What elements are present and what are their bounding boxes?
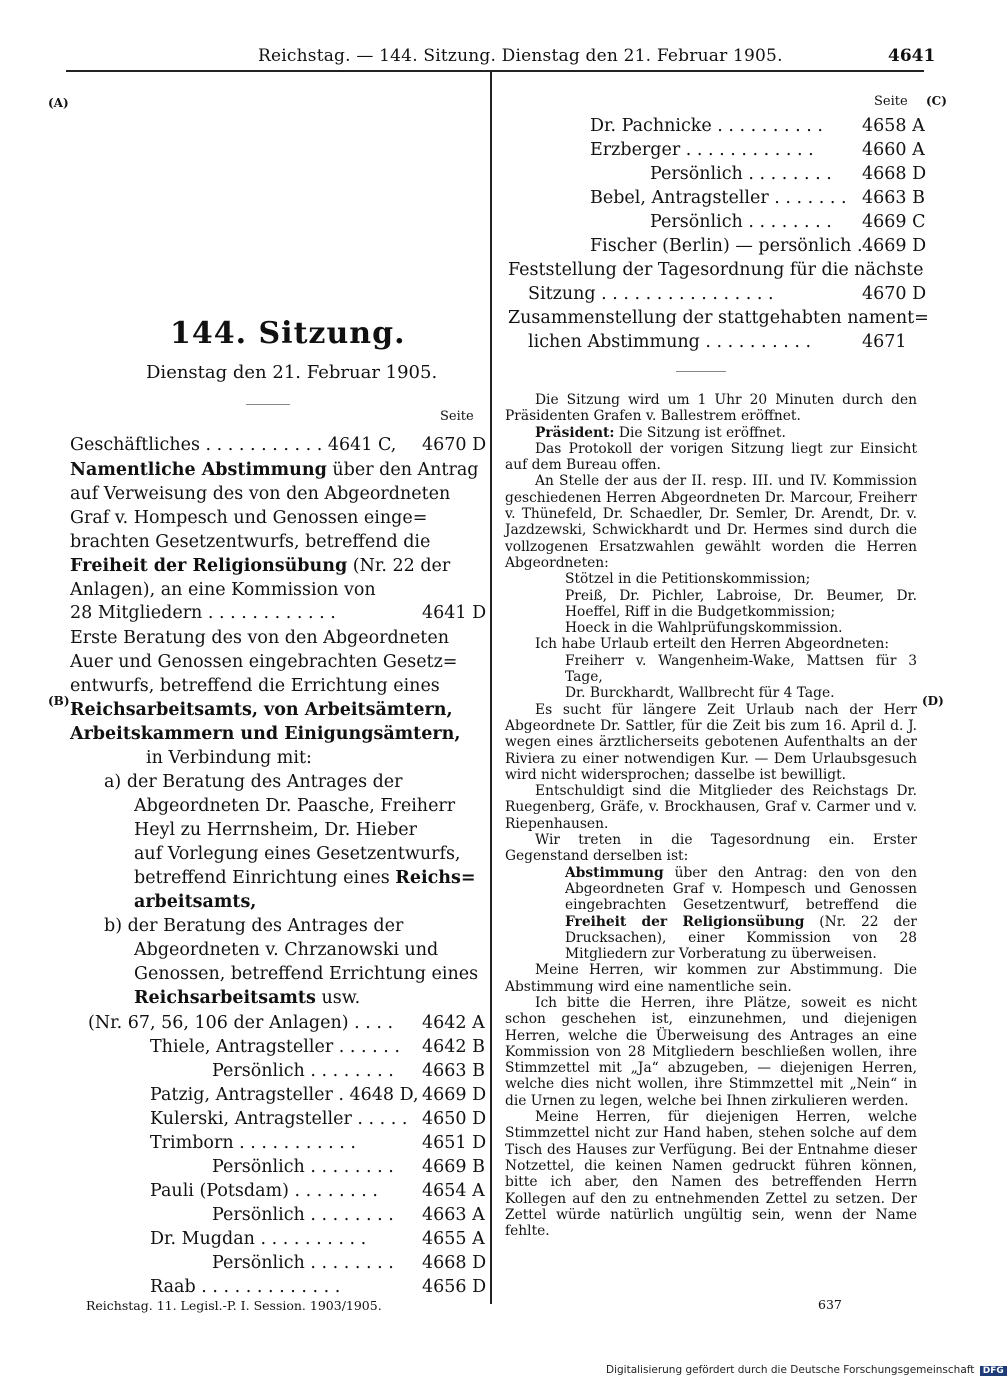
footer-imprint: Reichstag. 11. Legisl.-P. I. Session. 1903/1905. bbox=[86, 1298, 382, 1313]
protocol-paragraph bbox=[505, 392, 917, 425]
toc-right-entry-text: Erzberger . . . . . . . . . . . . bbox=[590, 140, 814, 160]
toc-left-entry-text: (Nr. 22 der bbox=[347, 556, 451, 576]
toc-right-entry bbox=[590, 114, 823, 138]
protocol-paragraph bbox=[505, 620, 917, 636]
session-protocol-text bbox=[505, 392, 917, 1239]
protocol-text: Die Sitzung wird um 1 Uhr 20 Minuten durch den Präsidenten Grafen v. Ballestrem eröffnet. bbox=[505, 392, 917, 425]
protocol-paragraph bbox=[505, 783, 917, 832]
toc-left-entry bbox=[212, 1251, 394, 1275]
toc-left-entry bbox=[134, 890, 256, 914]
toc-left-entry bbox=[150, 1035, 400, 1059]
toc-right-entry bbox=[650, 210, 832, 234]
protocol-text: Es sucht für längere Zeit Urlaub nach der Herr Abgeordnete Dr. Sattler, für die Zeit bis zum 16. April d. J. wegen eines ärztlicherseits gebotenen Aufenthalts an der Riviera zu einer notwendigen Kur. — Dem Urlaubsgesuch wird nicht widersprochen; dasselbe ist bewilligt. bbox=[505, 701, 917, 783]
margin-marker-b: (B) bbox=[48, 694, 70, 708]
toc-left-entry bbox=[146, 746, 312, 770]
toc-left-entry-text: Heyl zu Herrnsheim, Dr. Hieber bbox=[134, 820, 417, 840]
sheet-number: 637 bbox=[818, 1297, 842, 1312]
protocol-paragraph bbox=[505, 636, 917, 652]
toc-left-entry-bold: Reichs= bbox=[395, 868, 476, 888]
toc-left-entry-text: Abgeordneten Dr. Paasche, Freiherr bbox=[134, 796, 456, 816]
toc-left-entry bbox=[104, 914, 403, 938]
toc-left-entry bbox=[70, 530, 430, 554]
toc-left-entry-text: Geschäftliches . . . . . . . . . . . 4641 C, bbox=[70, 435, 397, 455]
protocol-text: Freiherr v. Wangenheim-Wake, Mattsen für 3 Tage, bbox=[565, 652, 917, 686]
toc-left-entry bbox=[212, 1155, 394, 1179]
protocol-paragraph bbox=[505, 441, 917, 474]
protocol-text: Hoeck in die Wahlprüfungskommission. bbox=[565, 620, 843, 637]
protocol-paragraph bbox=[505, 702, 917, 783]
toc-left-entry bbox=[70, 554, 450, 578]
toc-left-entry-bold: Freiheit der Religionsübung bbox=[70, 556, 348, 576]
toc-left-entry-text: auf Verweisung des von den Abgeordneten bbox=[70, 484, 451, 504]
toc-left-entry bbox=[104, 770, 403, 794]
toc-left-entry-text: Erste Beratung des von den Abgeordneten bbox=[70, 628, 449, 648]
title-separator bbox=[246, 404, 290, 405]
toc-left-entry bbox=[134, 986, 360, 1010]
protocol-bold: Abstimmung bbox=[565, 864, 664, 881]
protocol-paragraph bbox=[505, 865, 917, 963]
toc-left-entry-text: Raab . . . . . . . . . . . . . bbox=[150, 1277, 341, 1297]
toc-right-entry bbox=[528, 330, 811, 354]
column-divider bbox=[490, 72, 492, 1304]
toc-left-entry-bold: Reichsarbeitsamts bbox=[134, 988, 316, 1008]
toc-right-entry-text: Persönlich . . . . . . . . bbox=[650, 212, 832, 232]
toc-left-page-ref: 4642 A bbox=[422, 1013, 485, 1033]
toc-left-entry-text: a) der Beratung des Antrages der bbox=[104, 772, 403, 792]
toc-left-entry-text: Pauli (Potsdam) . . . . . . . . bbox=[150, 1181, 378, 1201]
protocol-text: Ich bitte die Herren, ihre Plätze, soweit es nicht schon geschehen ist, einzunehmen, und diejenigen Herren, welche die Überweisung des Antrages an eine Kommission von 28 Mitgliedern beschließen wollen, ihre Stimmzettel mit „Ja“ abzugeben, — diejenigen Herren, welche dies nicht wollen, ihre Stimmzettel mit „Nein“ in die Urnen zu legen, welche bei Ihnen zirkulieren werden. bbox=[505, 994, 917, 1109]
toc-left-entry bbox=[134, 938, 438, 962]
protocol-text: An Stelle der aus der II. resp. III. und IV. Kommission geschiedenen Herren Abgeordneten Dr. Marcour, Freiherr v. Thünefeld, Dr. Schaedler, Dr. Semler, Dr. Arendt, Dr. v. Jazdzewski, Schwickhardt und Dr. Hermes sind durch die vollzogenen Ersatzwahlen gewählt worden die Herren Abgeordneten: bbox=[505, 473, 917, 571]
toc-left-entry bbox=[150, 1107, 407, 1131]
toc-separator bbox=[676, 371, 726, 372]
toc-left-entry-text: Genossen, betreffend Errichtung eines bbox=[134, 964, 479, 984]
toc-right-entry-text: Sitzung . . . . . . . . . . . . . . . . bbox=[528, 284, 774, 304]
dfg-credit-text: Digitalisierung gefördert durch die Deutsche Forschungsgemeinschaft bbox=[606, 1364, 975, 1376]
toc-left-entry-text: Auer und Genossen eingebrachten Gesetz= bbox=[70, 652, 458, 672]
toc-left-entry-text: über den Antrag bbox=[326, 460, 479, 480]
protocol-paragraph bbox=[505, 588, 917, 621]
toc-left-page-ref: 4642 B bbox=[422, 1037, 485, 1057]
toc-left-entry-text: Patzig, Antragsteller . 4648 D, bbox=[150, 1085, 419, 1105]
protocol-paragraph bbox=[505, 473, 917, 571]
protocol-text: Wir treten in die Tagesordnung ein. Erster Gegenstand derselben ist: bbox=[505, 832, 917, 865]
toc-left-page-ref: 4663 A bbox=[422, 1205, 485, 1225]
protocol-text: über den Antrag: den von den Abgeordneten Graf v. Hompesch und Genossen eingebrachten Gesetzentwurf, betreffend die bbox=[565, 864, 917, 914]
toc-left-entry-text: brachten Gesetzentwurfs, betreffend die bbox=[70, 532, 431, 552]
toc-left-entry bbox=[70, 458, 478, 482]
toc-left-entry bbox=[134, 818, 417, 842]
session-title: 144. Sitzung. bbox=[170, 316, 406, 351]
margin-marker-a: (A) bbox=[48, 96, 69, 110]
toc-left-page-ref: 4651 D bbox=[422, 1133, 487, 1153]
toc-right-entry-text: Dr. Pachnicke . . . . . . . . . . bbox=[590, 116, 823, 136]
toc-right-page-ref: 4669 C bbox=[862, 212, 926, 232]
toc-right-entry bbox=[528, 282, 774, 306]
toc-left-page-ref: 4650 D bbox=[422, 1109, 487, 1129]
toc-left-entry-text: Dr. Mugdan . . . . . . . . . . bbox=[150, 1229, 367, 1249]
toc-right-entry-text: Zusammenstellung der stattgehabten nament= bbox=[508, 308, 929, 328]
toc-left-entry-text: Trimborn . . . . . . . . . . . bbox=[150, 1133, 356, 1153]
toc-left-page-ref: 4668 D bbox=[422, 1253, 487, 1273]
toc-right-entry-text: Bebel, Antragsteller . . . . . . . bbox=[590, 188, 847, 208]
toc-left-entry-text: Kulerski, Antragsteller . . . . . bbox=[150, 1109, 408, 1129]
protocol-text: Das Protokoll der vorigen Sitzung liegt zur Einsicht auf dem Bureau offen. bbox=[505, 440, 917, 474]
toc-left-entry bbox=[150, 1179, 378, 1203]
protocol-paragraph bbox=[505, 995, 917, 1109]
toc-right-entry bbox=[508, 306, 929, 330]
protocol-bold: Präsident: bbox=[535, 424, 615, 441]
toc-left-entry-text: Persönlich . . . . . . . . bbox=[212, 1205, 394, 1225]
toc-left-page-ref: 4654 A bbox=[422, 1181, 485, 1201]
toc-right-entry bbox=[650, 162, 832, 186]
seite-label-left: Seite bbox=[440, 409, 474, 424]
protocol-text: Ich habe Urlaub erteilt den Herren Abgeordneten: bbox=[535, 636, 890, 653]
toc-left-entry bbox=[70, 650, 457, 674]
protocol-paragraph bbox=[505, 1109, 917, 1239]
toc-left-entry bbox=[134, 962, 478, 986]
toc-right-page-ref: 4671 bbox=[862, 332, 907, 352]
protocol-text: Meine Herren, für diejenigen Herren, welche Stimmzettel nicht zur Hand haben, stehen solche auf dem Tisch des Hauses zur Verfügung. Bei der Entnahme dieser Notzettel, die keinen Namen gedruckt führen können, bitte ich aber, den Namen des betreffenden Herrn Kollegen auf den zu entnehmenden Zettel zu setzen. Der Zettel würde natürlich ungültig sein, wenn der Name fehlte. bbox=[505, 1109, 917, 1240]
toc-left-entry-bold: Namentliche Abstimmung bbox=[70, 460, 327, 480]
toc-left-entry bbox=[70, 674, 440, 698]
protocol-paragraph bbox=[505, 962, 917, 995]
protocol-paragraph bbox=[505, 571, 917, 587]
protocol-paragraph bbox=[505, 653, 917, 686]
toc-right-page-ref: 4670 D bbox=[862, 284, 927, 304]
toc-left-entry-text: Abgeordneten v. Chrzanowski und bbox=[134, 940, 439, 960]
toc-left-entry-text: auf Vorlegung eines Gesetzentwurfs, bbox=[134, 844, 461, 864]
toc-right-page-ref: 4663 B bbox=[862, 188, 925, 208]
toc-right-entry-text: lichen Abstimmung . . . . . . . . . . bbox=[528, 332, 812, 352]
toc-left-entry bbox=[70, 601, 336, 625]
toc-left-page-ref: 4670 D bbox=[422, 435, 487, 455]
toc-left-entry bbox=[150, 1227, 366, 1251]
toc-right-entry bbox=[590, 186, 847, 210]
toc-left-entry-bold: Reichsarbeitsamts, von Arbeitsämtern, bbox=[70, 700, 453, 720]
toc-left-entry bbox=[134, 794, 455, 818]
toc-left-entry bbox=[212, 1203, 394, 1227]
toc-right-entry-text: Persönlich . . . . . . . . bbox=[650, 164, 832, 184]
dfg-credit bbox=[606, 1364, 1007, 1376]
toc-left-page-ref: 4669 B bbox=[422, 1157, 485, 1177]
toc-left-entry bbox=[70, 506, 427, 530]
toc-right-entry-text: Fischer (Berlin) — persönlich . . bbox=[590, 236, 874, 256]
header-rule bbox=[66, 70, 924, 72]
toc-right-entry bbox=[590, 234, 874, 258]
toc-left-entry-text: Thiele, Antragsteller . . . . . . bbox=[150, 1037, 400, 1057]
page-number: 4641 bbox=[888, 46, 936, 66]
toc-right-page-ref: 4658 A bbox=[862, 116, 925, 136]
toc-left-entry-text: 28 Mitgliedern . . . . . . . . . . . . bbox=[70, 603, 336, 623]
toc-left-entry-text: Anlagen), an eine Kommission von bbox=[70, 580, 376, 600]
protocol-text: Entschuldigt sind die Mitglieder des Reichstags Dr. Ruegenberg, Gräfe, v. Brockhausen, Graf v. Carmer und v. Riepenhausen. bbox=[505, 783, 917, 832]
toc-right-page-ref: 4660 A bbox=[862, 140, 925, 160]
toc-right-entry bbox=[508, 258, 923, 282]
protocol-paragraph bbox=[505, 685, 917, 701]
protocol-bold: Freiheit der Religionsübung bbox=[565, 913, 805, 930]
toc-left-entry bbox=[70, 722, 460, 746]
toc-left-page-ref: 4655 A bbox=[422, 1229, 485, 1249]
toc-right-entry bbox=[590, 138, 814, 162]
toc-left-entry-text: b) der Beratung des Antrages der bbox=[104, 916, 404, 936]
toc-left-entry bbox=[70, 433, 396, 457]
toc-left-entry bbox=[134, 842, 460, 866]
toc-left-entry bbox=[70, 482, 450, 506]
toc-left-entry bbox=[150, 1275, 340, 1299]
toc-left-page-ref: 4663 B bbox=[422, 1061, 485, 1081]
toc-left-page-ref: 4656 D bbox=[422, 1277, 487, 1297]
dfg-logo: DFG bbox=[980, 1366, 1007, 1376]
toc-right-page-ref: 4669 D bbox=[862, 236, 927, 256]
margin-marker-d: (D) bbox=[922, 694, 944, 708]
toc-left-entry bbox=[134, 866, 476, 890]
toc-left-entry bbox=[150, 1083, 419, 1107]
toc-left-entry-text: Persönlich . . . . . . . . bbox=[212, 1157, 394, 1177]
toc-left-entry bbox=[70, 626, 449, 650]
toc-left-entry-text: usw. bbox=[315, 988, 361, 1008]
toc-left-entry bbox=[70, 578, 376, 602]
toc-left-page-ref: 4669 D bbox=[422, 1085, 487, 1105]
protocol-text: Die Sitzung ist eröffnet. bbox=[614, 424, 786, 441]
margin-marker-c: (C) bbox=[926, 94, 947, 108]
toc-left-entry-text: in Verbindung mit: bbox=[146, 748, 312, 768]
session-date: Dienstag den 21. Februar 1905. bbox=[146, 362, 438, 383]
protocol-text: Meine Herren, wir kommen zur Abstimmung. Die Abstimmung wird eine namentliche sein. bbox=[505, 962, 917, 995]
protocol-text: (Nr. 22 der Drucksachen), einer Kommission von 28 Mitgliedern zur Vorberatung zu überweisen. bbox=[565, 913, 917, 963]
running-header: Reichstag. — 144. Sitzung. Dienstag den 21. Februar 1905. bbox=[258, 46, 783, 66]
protocol-text: Stötzel in die Petitionskommission; bbox=[565, 571, 811, 588]
protocol-paragraph bbox=[505, 425, 917, 441]
protocol-paragraph bbox=[505, 832, 917, 865]
toc-left-entry-text: Persönlich . . . . . . . . bbox=[212, 1253, 394, 1273]
protocol-text: Dr. Burckhardt, Wallbrecht für 4 Tage. bbox=[565, 685, 835, 702]
seite-label-right: Seite bbox=[874, 94, 908, 109]
toc-right-page-ref: 4668 D bbox=[862, 164, 927, 184]
toc-left-entry-bold: arbeitsamts, bbox=[134, 892, 257, 912]
toc-left-entry-text: Graf v. Hompesch und Genossen einge= bbox=[70, 508, 428, 528]
toc-right-entry-text: Feststellung der Tagesordnung für die nächste bbox=[508, 260, 924, 280]
toc-left-entry-text: (Nr. 67, 56, 106 der Anlagen) . . . . bbox=[88, 1013, 394, 1033]
protocol-text: Preiß, Dr. Pichler, Labroise, Dr. Beumer, Dr. Hoeffel, Riff in die Budgetkommission; bbox=[565, 587, 917, 620]
toc-left-entry-text: betreffend Einrichtung eines bbox=[134, 868, 396, 888]
toc-left-entry bbox=[88, 1011, 393, 1035]
toc-left-entry-text: Persönlich . . . . . . . . bbox=[212, 1061, 394, 1081]
toc-left-entry-text: entwurfs, betreffend die Errichtung eines bbox=[70, 676, 440, 696]
toc-left-entry bbox=[70, 698, 453, 722]
toc-left-entry bbox=[212, 1059, 394, 1083]
toc-left-entry-bold: Arbeitskammern und Einigungsämtern, bbox=[70, 724, 461, 744]
toc-left-page-ref: 4641 D bbox=[422, 603, 487, 623]
toc-left-entry bbox=[150, 1131, 356, 1155]
